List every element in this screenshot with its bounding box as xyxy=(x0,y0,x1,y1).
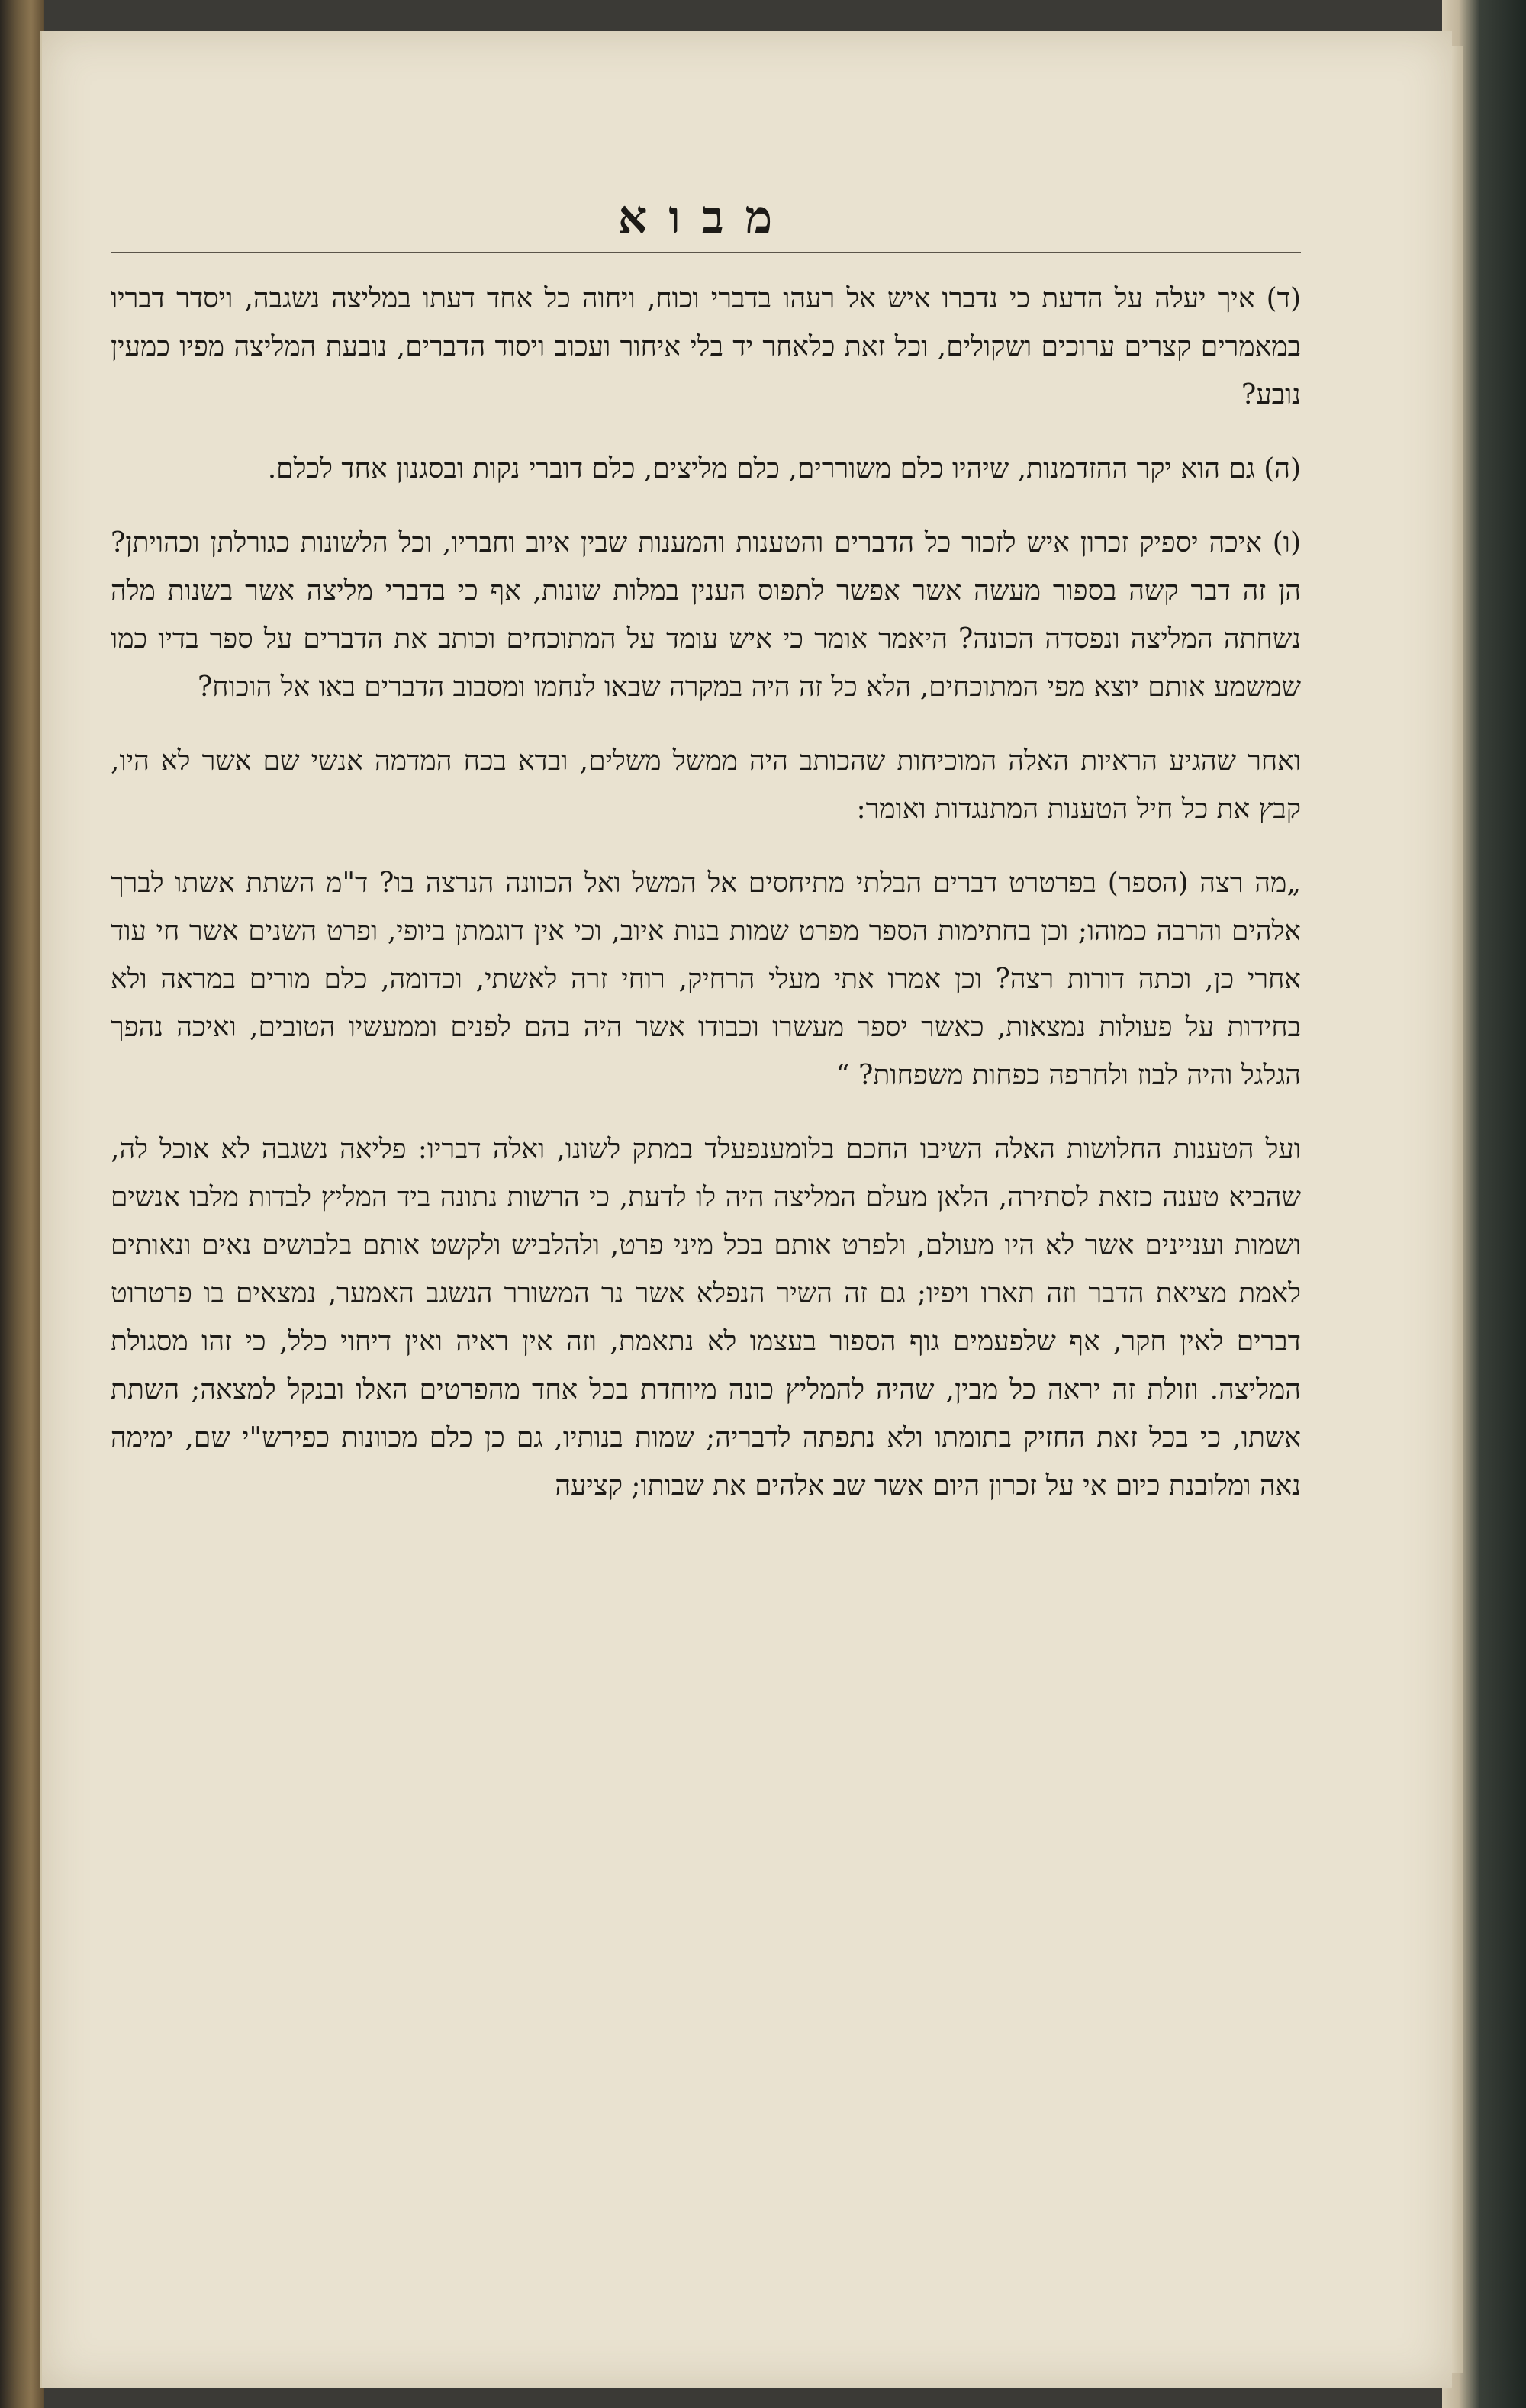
paragraph-v: (ו) איכה יספיק זכרון איש לזכור כל הדברים והטענות והמענות שבין איוב וחבריו, וכל הלשונות כגורלתן וכהויתן? הן זה דבר קשה בספור מעשה אשר אפשר לתפוס הענין במלות שונות, אף כי בדברי מליצה אשר בשנות מלה נשחתה המליצה ונפסדה הכונה? היאמר אומר כי איש עומד על המתוכחים וכותב את הדברים על ספר בדיו כמו שמשמע אותם יוצא מפי המתוכחים, הלא כל זה היה במקרה שבאו לנחמו ומסבוב הדברים באו אל הוכוח? xyxy=(111,527,1301,703)
page-heading: מבוא xyxy=(111,191,1301,253)
paragraph-h: (ה) גם הוא יקר ההזדמנות, שיהיו כלם משוררים, כלם מליצים, כלם דוברי נקות ובסגנון אחד לכלם. xyxy=(267,453,1301,484)
book-binding xyxy=(0,0,44,2408)
book-page xyxy=(40,31,1452,2388)
page-text xyxy=(111,191,1301,1536)
quoted-objection: „מה רצה (הספר) בפרטרט דברים הבלתי מתיחסים אל המשל ואל הכוונה הנרצה בו? ד"מ השתת אשתו לברך אלהים והרבה כמוהו; וכן בחתימות הספר מפרט שמות בנות איוב, וכי אין דוגמתן ביופי, ופרט השנים אשר חי עוד אחרי כן, וכתה דורות רצה? וכן אמרו אתי מעלי הרחיק, רוחי זרה לאשתי, וכדומה, כלם מורים במראה ולא בחידות על פעולות נמצאות, כאשר יספר מעשרו וכבודו אשר היה בהם לפנים וממעשיו הטובים, ואיכה נהפך הגלגל והיה לבוז ולחרפה כפחות משפחות? “ xyxy=(111,868,1301,1091)
paragraph-blumenfeld-reply: ועל הטענות החלושות האלה השיבו החכם בלומענפעלד במתק לשונו, ואלה דבריו: פליאה נשגבה לא אוכל לה, שהביא טענה כזאת לסתירה, הלאן מעלם המליצה היה לו לדעת, כי הרשות נתונה ביד המליץ לבדות מלבו אנשים ושמות ועניינים אשר לא היו מעולם, ולפרט אותם בכל מיני פרט, ולהלביש ולקשט אותם בלבושים נאים ונאותים לאמת מציאת הדבר וזה תארו ויפיו; גם זה השיר הנפלא אשר נר המשורר הנשגב האמער, נמצאים בו פרטרוט דברים לאין חקר, אף שלפעמים גוף הספור בעצמו לא נתאמת, וזה אין ראיה ואין דיחוי כלל, כי זהו מסגולת המליצה. וזולת זה יראה כל מבין, שהיה להמליץ כונה מיוחדת בכל אחד מהפרטים האלו ובנקל למצאה; השתת אשתו, כי בכל זאת החזיק בתומתו ולא נתפתה לדבריה; שמות בנותיו, גם כן כלם מכוונות כפירש"י שם, ימימה נאה ומלובנת כיום אי על זכרון היום אשר שב אלהים את שבותו; קציעה xyxy=(111,1134,1301,1502)
paragraph-intro-objections: ואחר שהגיע הראיות האלה המוכיחות שהכותב היה ממשל משלים, ובדא בכח המדמה אנשי שם אשר לא היו, קבץ את כל חיל הטענות המתנגדות ואומר: xyxy=(111,745,1301,825)
paragraph-d: (ד) איך יעלה על הדעת כי נדברו איש אל רעהו בדברי וכוח, ויחוה כל אחד דעתו במליצה נשגבה, ויסדר דבריו במאמרים קצרים ערוכים ושקולים, וכל זאת כלאחר יד בלי איחור ועכוב ויסוד הדברים, נובעת המליצה מפיו כמעין נובע? xyxy=(111,283,1301,410)
